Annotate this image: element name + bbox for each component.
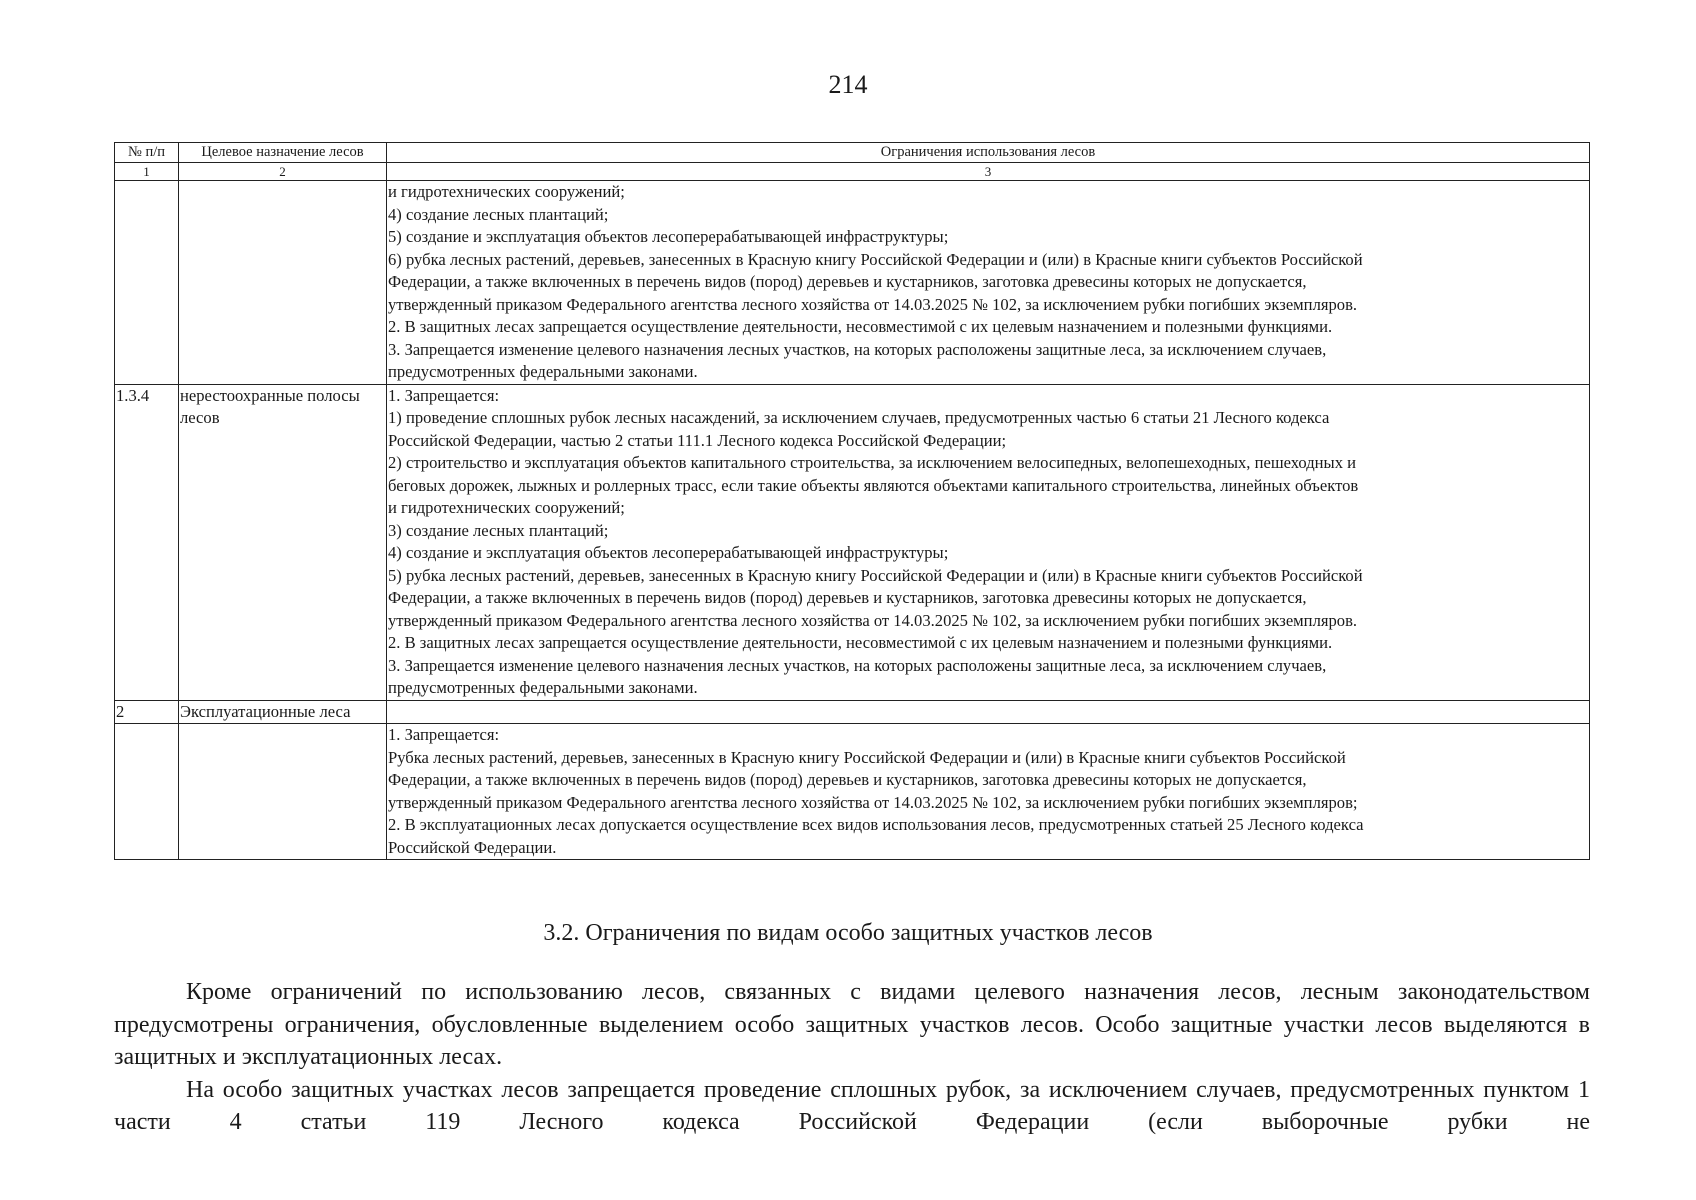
row-restrictions-cell <box>387 700 1590 724</box>
restriction-line: утвержденный приказом Федерального агентства лесного хозяйства от 14.03.2025 № 102, за исключением рубки погибших экземпляров. <box>388 610 1358 630</box>
header-forest-purpose: Целевое назначение лесов <box>179 143 387 163</box>
restriction-line: беговых дорожек, лыжных и роллерных трасс, если такие объекты являются объектами капитального строительства, линейных объектов <box>388 475 1359 495</box>
restriction-line: 1. Запрещается: <box>388 385 500 405</box>
restriction-line: и гидротехнических сооружений; <box>388 182 625 201</box>
restriction-line: 1. Запрещается: <box>388 725 500 744</box>
row-purpose-cell: нерестоохранные полосы лесов <box>179 384 387 700</box>
row-purpose-cell <box>179 181 387 385</box>
restriction-line: Рубка лесных растений, деревьев, занесенных в Красную книгу Российской Федерации и (или) в Красные книги субъектов Российской <box>388 747 1346 767</box>
restriction-line: 3) создание лесных плантаций; <box>388 520 609 540</box>
restriction-line: 2) строительство и эксплуатация объектов капитального строительства, за исключением велосипедных, велопешеходных, пешеходных и <box>388 453 1357 472</box>
restriction-line: Федерации, а также включенных в перечень видов (пород) деревьев и кустарников, заготовка древесины которых не допускается, <box>388 272 1307 291</box>
row-number-cell <box>115 181 179 385</box>
header-item-number: № п/п <box>115 143 179 163</box>
header-usage-restrictions: Ограничения использования лесов <box>387 143 1590 163</box>
restriction-line: 2. В защитных лесах запрещается осуществление деятельности, несовместимой с их целевым назначением и полезными функциями. <box>388 317 1333 336</box>
restriction-line: и гидротехнических сооружений; <box>388 498 625 517</box>
body-paragraph: На особо защитных участках лесов запрещается проведение сплошных рубок, за исключением случаев, предусмотренных пунктом 1 части 4 статьи 119 Лесного кодекса Российской Федерации (если выборочные рубки не <box>114 1076 1590 1135</box>
restriction-line: 5) рубка лесных растений, деревьев, занесенных в Красную книгу Российской Федерации и (или) в Красные книги субъектов Российской <box>388 565 1363 585</box>
forest-restrictions-table <box>114 142 1590 860</box>
restriction-line: 5) создание и эксплуатация объектов лесоперерабатывающей инфраструктуры; <box>388 227 949 246</box>
table-row <box>115 724 1590 860</box>
row-number-cell: 1.3.4 <box>115 384 179 700</box>
restriction-line: утвержденный приказом Федерального агентства лесного хозяйства от 14.03.2025 № 102, за исключением рубки погибших экземпляров; <box>388 792 1358 812</box>
restriction-line: Российской Федерации. <box>388 837 557 857</box>
row-number-cell: 2 <box>115 700 179 724</box>
restriction-line: 6) рубка лесных растений, деревьев, занесенных в Красную книгу Российской Федерации и (или) в Красные книги субъектов Российской <box>388 249 1363 269</box>
table-header-numbers-row <box>115 163 1590 181</box>
row-restrictions-cell <box>387 181 1590 385</box>
table-row <box>115 181 1590 385</box>
restriction-line: предусмотренных федеральными законами. <box>388 678 698 697</box>
restriction-line: 1) проведение сплошных рубок лесных насаждений, за исключением случаев, предусмотренных частью 6 статьи 21 Лесного кодекса <box>388 408 1330 427</box>
section-title: 3.2. Ограничения по видам особо защитных участков лесов <box>543 920 1153 946</box>
row-purpose-cell <box>179 724 387 860</box>
body-paragraph: Кроме ограничений по использованию лесов, связанных с видами целевого назначения лесов, лесным законодательством предусмотрены ограничения, обусловленные выделением особо защитных участков лесов. Особо защитные участки лесов выделяются в защитных и эксплуатационных лесах. <box>114 979 1590 1070</box>
header-number-1: 1 <box>115 163 179 181</box>
row-restrictions-cell <box>387 384 1590 700</box>
row-purpose-cell: Эксплуатационные леса <box>179 700 387 724</box>
restriction-line: предусмотренных федеральными законами. <box>388 362 698 381</box>
row-number-cell <box>115 724 179 860</box>
restriction-line: Федерации, а также включенных в перечень видов (пород) деревьев и кустарников, заготовка древесины которых не допускается, <box>388 770 1307 789</box>
restriction-line: Федерации, а также включенных в перечень видов (пород) деревьев и кустарников, заготовка древесины которых не допускается, <box>388 588 1307 607</box>
restriction-line: 2. В эксплуатационных лесах допускается осуществление всех видов использования лесов, предусмотренных статьей 25 Лесного кодекса <box>388 815 1364 834</box>
restriction-line: 4) создание лесных плантаций; <box>388 204 609 224</box>
table-row <box>115 700 1590 724</box>
restriction-line: утвержденный приказом Федерального агентства лесного хозяйства от 14.03.2025 № 102, за исключением рубки погибших экземпляров. <box>388 294 1358 314</box>
page-number: 214 <box>828 70 868 99</box>
table-header-row <box>115 143 1590 163</box>
row-restrictions-cell <box>387 724 1590 860</box>
header-number-3: 3 <box>387 163 1590 181</box>
restriction-line: 3. Запрещается изменение целевого назначения лесных участков, на которых расположены защитные леса, за исключением случаев, <box>388 339 1327 359</box>
restriction-line: 3. Запрещается изменение целевого назначения лесных участков, на которых расположены защитные леса, за исключением случаев, <box>388 655 1327 675</box>
restriction-line: 2. В защитных лесах запрещается осуществление деятельности, несовместимой с их целевым назначением и полезными функциями. <box>388 633 1333 652</box>
body-text <box>114 976 1590 1139</box>
restriction-line: Российской Федерации, частью 2 статьи 111.1 Лесного кодекса Российской Федерации; <box>388 430 1007 450</box>
table-row <box>115 384 1590 700</box>
restriction-line: 4) создание и эксплуатация объектов лесоперерабатывающей инфраструктуры; <box>388 543 949 562</box>
header-number-2: 2 <box>179 163 387 181</box>
